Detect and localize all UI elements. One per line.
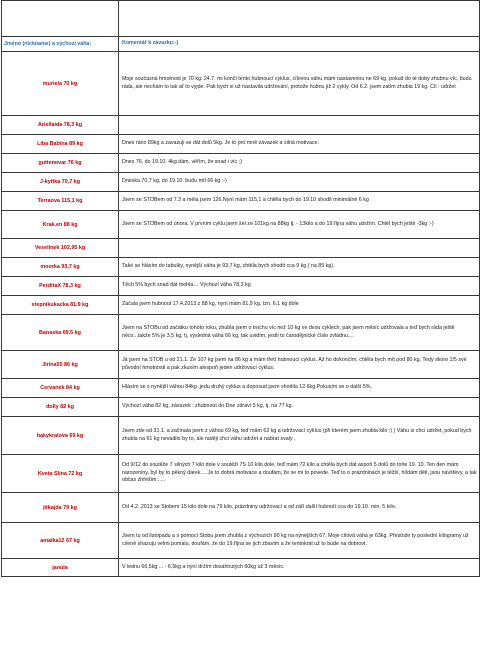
table-row bbox=[2, 315, 480, 351]
header-row bbox=[2, 37, 480, 52]
member-comment: Moje současná hmotnost je 70 kg. 24.7. mi končí tento hubnoucí cyklus, cílovou váhu mám nastavenou ne 69 kg, pokud do té doby zhubnu víc, budu ráda, ale nechám to tak ať to vyjde. Pak bych si už nastavila udržování, protože hubnu již 2 cykly. Od 6.2. jsem zatím zhubla 19 kg. Cíl : udržet bbox=[119, 52, 480, 116]
member-name: moorka 93,7 kg bbox=[2, 258, 119, 277]
header-name: Jméno (nickname) a výchozí váha: bbox=[2, 37, 119, 52]
member-comment bbox=[119, 116, 480, 135]
member-comment: Také se hlásím do tabulky, nynější váha je 93,7 kg, chtěla bych shodit cca 9 kg ( na 85 kg). bbox=[119, 258, 480, 277]
blank-cell bbox=[2, 1, 119, 37]
member-name: Liba Babina 89 kg bbox=[2, 135, 119, 154]
member-name: amalka12 67 kg bbox=[2, 523, 119, 559]
member-comment: Dneska 70,7 kg, do 19.10. budu mít 66 kg :-) bbox=[119, 173, 480, 192]
header-comment: Komentář k závazku:-) bbox=[119, 37, 480, 52]
member-name: jitkajda 79 kg bbox=[2, 493, 119, 523]
member-comment: Jsem se STOBem od února. V prvním cyklu jsem šel ze 101kg na 88kg tj. - 13kilo a do 19.října váhu udržím. Chtěl bych ještě -3kg ;-) bbox=[119, 211, 480, 239]
table-row bbox=[2, 211, 480, 239]
member-name: Krak.en 88 kg bbox=[2, 211, 119, 239]
table-row bbox=[2, 192, 480, 211]
member-name: Terraova 115,1 kg bbox=[2, 192, 119, 211]
member-comment: Jsem se STOBem od 7.3 a měla jsem 126.Nyní mám 115,1 a chtěla bych do 19.10 shodit minimálně 6 kg bbox=[119, 192, 480, 211]
member-name: J-kyttka 70,7 kg bbox=[2, 173, 119, 192]
table-row bbox=[2, 379, 480, 398]
member-name: PerditaX 78,3 kg bbox=[2, 277, 119, 296]
member-name: hakykralova 69 kg bbox=[2, 417, 119, 455]
table-row bbox=[2, 417, 480, 455]
table-row bbox=[2, 398, 480, 417]
member-name: Ariellaida 78,3 kg bbox=[2, 116, 119, 135]
member-name: guttenovar 76 kg bbox=[2, 154, 119, 173]
blank-cell bbox=[119, 1, 480, 37]
table-row bbox=[2, 277, 480, 296]
member-comment: Těch 5% bych snad dát mohla… Výchozí váha 78,3 kg bbox=[119, 277, 480, 296]
member-name: Kveta Slina 72 kg bbox=[2, 455, 119, 493]
member-name: muriela 70 kg bbox=[2, 52, 119, 116]
member-comment: Začala jsem hubnout 17.4.2013 z 88 kg, nyní mám 81,9 kg, tzn. 6,1 kg dole bbox=[119, 296, 480, 315]
table-row bbox=[2, 523, 480, 559]
table-row bbox=[2, 493, 480, 523]
member-name: Veselinek 102,95 kg bbox=[2, 239, 119, 258]
table-row bbox=[2, 351, 480, 379]
member-name: stepnikukacka 81,9 kg bbox=[2, 296, 119, 315]
member-name: Cervanek 84 kg bbox=[2, 379, 119, 398]
member-comment bbox=[119, 239, 480, 258]
member-comment: Já jsem na STOB u od 21.1. Ze 107 kg jsem na 86 kg a mám třetí hubnoucí cyklus. Až ho dokončím, chtěla bych mít pod 80 kg. Tedy skoro 1/5 své původní hmotnosti a pak zkusím alespoň jeden udržovací cyklus. bbox=[119, 351, 480, 379]
member-comment: Dnes 76, do 19.10. 4kg dám, věřím, že snad i víc ;) bbox=[119, 154, 480, 173]
member-comment: Hlásím se s nynější váhou 84kg ,jedu druhý cyklus a doposud jsem shodila 12.6kg.Pokusím se o další 5%. bbox=[119, 379, 480, 398]
table-row bbox=[2, 173, 480, 192]
member-comment: Od 9/12 do soutěže 7 silných 7 kilo dole v soutěži 7S 10 kilo dole, teď mám 72 kilo a chtěla bych dát aspoň 5 dolů do tohe 19. 10. Ten den mám narozeniny, byl by to pěkný dárek.....Je to dobrá motivace a doufám, že se mi to povede. Teď to o prázdninách je těžší, hlídám děti, jsou návštěvy, a tak občas zhřeším...... bbox=[119, 455, 480, 493]
table-row bbox=[2, 455, 480, 493]
member-comment: Výchozí váha 82 kg, závazek : zhubnout do Dne zdraví 5 kg, tj. na 77 kg. bbox=[119, 398, 480, 417]
table-row bbox=[2, 559, 480, 577]
table-row bbox=[2, 52, 480, 116]
table-row bbox=[2, 154, 480, 173]
commitment-table bbox=[1, 0, 480, 577]
table-row bbox=[2, 135, 480, 154]
table-row bbox=[2, 258, 480, 277]
member-comment: Jsem zde od 31.1. a začínala jsem z váhou 69 kg, teď mám 63 kg a udržovací cyklus (při kterém jsem zhubla kilo :) ) Váhu si chci udržet, pokud bych zhubla na 61 kg nevadilo by to, ale raději chci váhu udržet a nabrat svaly . bbox=[119, 417, 480, 455]
member-name: janula bbox=[2, 559, 119, 577]
member-comment: V lednu 66,5kg ... - 6,5kg a nyní držím dosáhnutých 60kg už 3 měsíc. bbox=[119, 559, 480, 577]
member-name: Banaska 69,5 kg bbox=[2, 315, 119, 351]
member-comment: Od 4.2. 2013 se Stobem 15 kilo dole na 79 kilo, prázdniny udržovací a od září další hubnutí cca do 19.10. min. 5 kilo. bbox=[119, 493, 480, 523]
table-row bbox=[2, 116, 480, 135]
member-name: dolly 82 kg bbox=[2, 398, 119, 417]
member-comment: Jsem na STOBu od začátku tohoto roku, zhubla jsem o trochu víc než 10 kg ve dvou cyklech, pak jsem měsíc udržovala a teď bych ráda ještě něco...takže 5% je 3,5 kg, tj. výsledná váha 66 kg, tak uvidím, jestli to čarodějnické číslo zvládnu.... bbox=[119, 315, 480, 351]
member-name: Jirina55 86 kg bbox=[2, 351, 119, 379]
member-comment: Dnes ráno 89kg a zavazuji se dát dolů 5kg. Je to pro mně závazek a silná motivace. bbox=[119, 135, 480, 154]
member-comment: Jsem tu od listopadu a s pomocí Stobu jsem zhubla z výchozích 90 kg na nynějších 67. Moje cílová váha je 63kg. Přestože ty poslední kilogramy už ciíeně shazuju velmi pomalu, doufám, že do 19.října se jich zbavím a že tentokrát už to bude na dobrovt. bbox=[119, 523, 480, 559]
table-row bbox=[2, 296, 480, 315]
table-row bbox=[2, 239, 480, 258]
blank-row bbox=[2, 1, 480, 37]
